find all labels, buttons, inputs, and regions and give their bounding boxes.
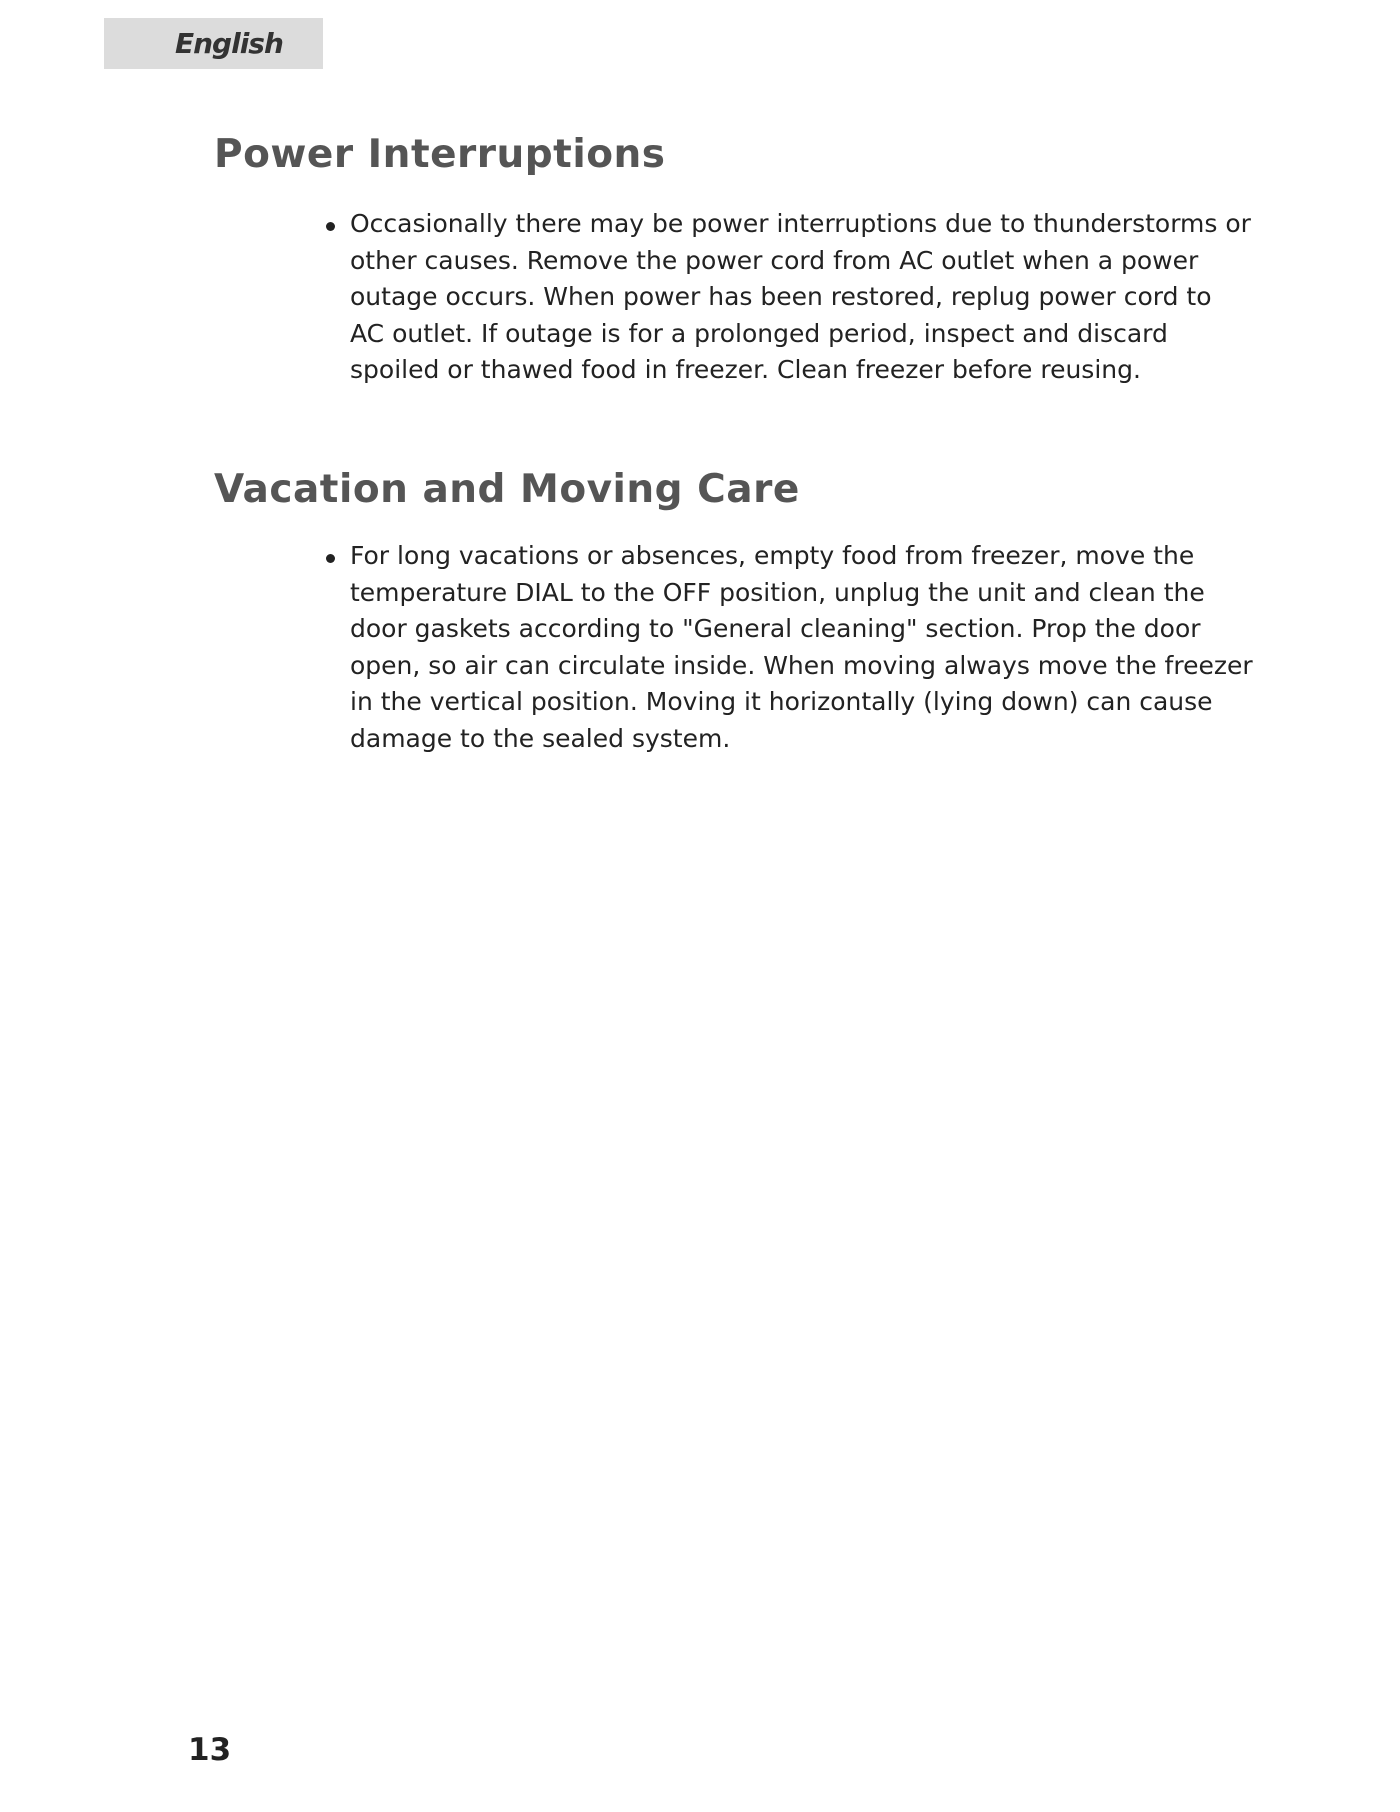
text-line: AC outlet. If outage is for a prolonged period, inspect and discard	[350, 318, 1168, 348]
language-tab: English	[104, 18, 323, 69]
text-line: damage to the sealed system.	[350, 723, 731, 753]
text-line: For long vacations or absences, empty food from freezer, move the	[350, 541, 1195, 570]
text-line: door gaskets according to "General cleaning" section. Prop the door	[350, 614, 1201, 644]
bullet-text	[350, 206, 1251, 389]
text-line: in the vertical position. Moving it horizontally (lying down) can cause	[350, 687, 1213, 717]
text-line: temperature DIAL to the OFF position, unplug the unit and clean the	[350, 577, 1205, 607]
section-title-vacation-moving-care: Vacation and Moving Care	[214, 467, 800, 512]
text-line: open, so air can circulate inside. When moving always move the freezer	[350, 650, 1253, 680]
text-line: Occasionally there may be power interruptions due to thunderstorms or	[350, 209, 1251, 238]
bullet-text	[350, 538, 1253, 758]
section-title-power-interruptions: Power Interruptions	[214, 132, 666, 177]
page-number: 13	[188, 1732, 232, 1768]
bullet-item-vacation-moving-care	[326, 538, 1253, 758]
text-line: other causes. Remove the power cord from AC outlet when a power	[350, 245, 1199, 275]
text-line: outage occurs. When power has been restored, replug power cord to	[350, 282, 1212, 312]
bullet-icon	[326, 222, 335, 231]
bullet-item-power-interruptions	[326, 206, 1251, 389]
text-line: spoiled or thawed food in freezer. Clean freezer before reusing.	[350, 355, 1141, 385]
bullet-icon	[326, 554, 335, 563]
